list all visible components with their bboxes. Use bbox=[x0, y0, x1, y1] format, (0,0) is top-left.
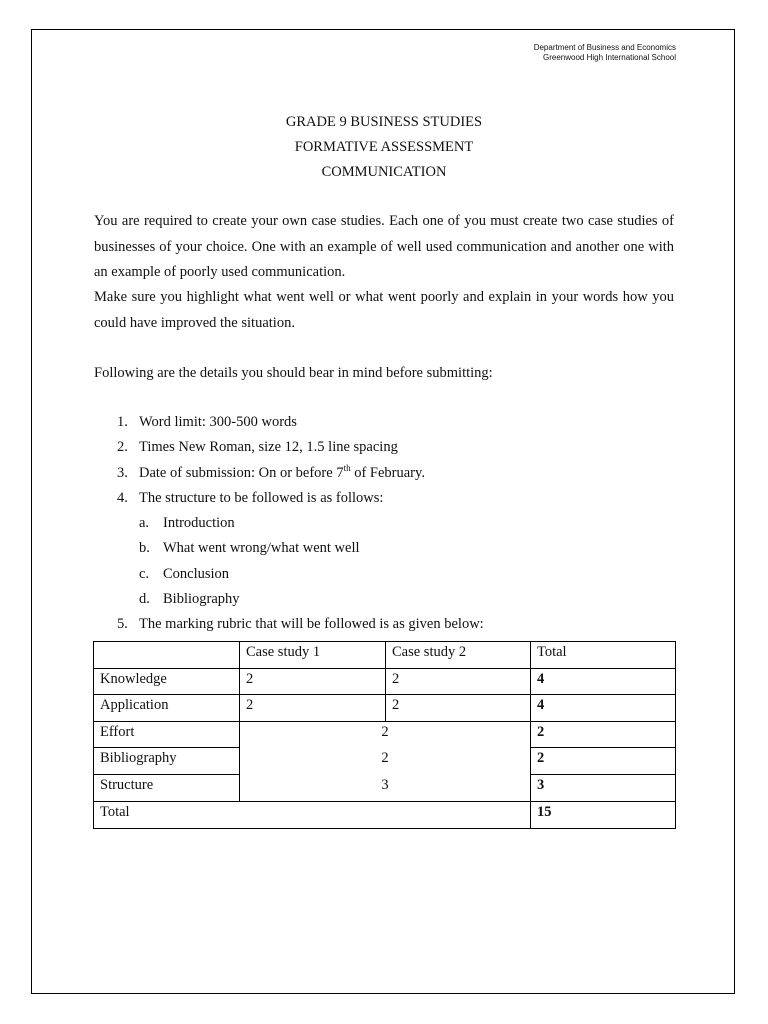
sub-list-text: Conclusion bbox=[163, 565, 230, 582]
ordinal-suffix: th bbox=[343, 462, 351, 473]
table-row bbox=[94, 721, 676, 748]
list-text: The structure to be followed is as follows: bbox=[139, 489, 384, 506]
sub-list-text: Bibliography bbox=[163, 591, 240, 608]
department-name: Department of Business and Economics bbox=[533, 43, 676, 52]
merged-score-structure: 3 bbox=[381, 776, 389, 793]
row-total: 4 bbox=[531, 695, 676, 722]
row-label: Application bbox=[94, 695, 240, 722]
sub-list-text: Introduction bbox=[163, 515, 235, 532]
list-number: 3. bbox=[117, 464, 128, 481]
sub-list-text: What went wrong/what went well bbox=[163, 540, 360, 557]
list-number: 2. bbox=[117, 439, 128, 456]
header-cell-case-study-1: Case study 1 bbox=[240, 642, 386, 669]
marking-rubric-table bbox=[93, 641, 676, 829]
sub-list-item bbox=[0, 511, 768, 536]
header-cell-empty bbox=[94, 642, 240, 669]
footer-label: Total bbox=[94, 802, 531, 829]
row-total: 2 bbox=[531, 721, 676, 748]
submission-month-text: of February. bbox=[350, 464, 425, 481]
table-row bbox=[94, 668, 676, 695]
title-block bbox=[0, 110, 768, 185]
sub-list-letter: d. bbox=[139, 591, 150, 608]
row-total: 4 bbox=[531, 668, 676, 695]
instructions-paragraph: You are required to create your own case studies. Each one of you must create two case studies of businesses of your choice. One with an example of well used communication and another one with an example of poorly used communication. bbox=[94, 213, 674, 280]
sub-list-item bbox=[0, 587, 768, 612]
table-header-row bbox=[94, 642, 676, 669]
sub-list-item bbox=[0, 562, 768, 587]
sub-list-letter: a. bbox=[139, 515, 150, 532]
row-label: Bibliography bbox=[94, 748, 240, 775]
list-item bbox=[0, 612, 768, 637]
grand-total: 15 bbox=[531, 802, 676, 829]
highlight-paragraph: Make sure you highlight what went well or what went poorly and explain in your words how you could have improved the situation. bbox=[94, 289, 674, 331]
merged-score-cell bbox=[240, 721, 531, 802]
title-line-3: COMMUNICATION bbox=[321, 164, 447, 180]
sub-list-letter: b. bbox=[139, 540, 150, 557]
submission-date-text: Date of submission: On or before 7 bbox=[139, 464, 344, 481]
case-study-1-score: 2 bbox=[240, 695, 386, 722]
sub-list-letter: c. bbox=[139, 565, 150, 582]
merged-score-effort: 2 bbox=[381, 723, 389, 740]
list-number: 5. bbox=[117, 616, 128, 633]
title-line-1: GRADE 9 BUSINESS STUDIES bbox=[285, 114, 483, 130]
case-study-2-score: 2 bbox=[386, 695, 531, 722]
list-item bbox=[0, 486, 768, 511]
school-name: Greenwood High International School bbox=[543, 53, 676, 62]
table-footer-row bbox=[94, 802, 676, 829]
list-item bbox=[0, 435, 768, 460]
sub-list-item bbox=[0, 536, 768, 561]
row-total: 2 bbox=[531, 748, 676, 775]
list-item bbox=[0, 410, 768, 435]
list-text: The marking rubric that will be followed is as given below: bbox=[139, 616, 484, 633]
header-cell-total: Total bbox=[531, 642, 676, 669]
list-item bbox=[0, 461, 768, 486]
list-number: 1. bbox=[117, 414, 128, 430]
list-number: 4. bbox=[117, 489, 128, 506]
title-line-2: FORMATIVE ASSESSMENT bbox=[294, 139, 474, 155]
list-text: Times New Roman, size 12, 1.5 line spacing bbox=[139, 439, 398, 456]
row-total: 3 bbox=[531, 775, 676, 802]
case-study-1-score: 2 bbox=[240, 668, 386, 695]
header-cell-case-study-2: Case study 2 bbox=[386, 642, 531, 669]
list-text bbox=[139, 461, 425, 486]
document-header bbox=[534, 43, 676, 63]
row-label: Structure bbox=[94, 775, 240, 802]
details-intro-paragraph: Following are the details you should bear in mind before submitting: bbox=[94, 365, 493, 381]
row-label: Effort bbox=[94, 721, 240, 748]
list-text: Word limit: 300-500 words bbox=[139, 414, 297, 430]
row-label: Knowledge bbox=[94, 668, 240, 695]
merged-score-bibliography: 2 bbox=[381, 750, 389, 766]
table-row bbox=[94, 695, 676, 722]
requirements-list bbox=[0, 410, 768, 638]
case-study-2-score: 2 bbox=[386, 668, 531, 695]
